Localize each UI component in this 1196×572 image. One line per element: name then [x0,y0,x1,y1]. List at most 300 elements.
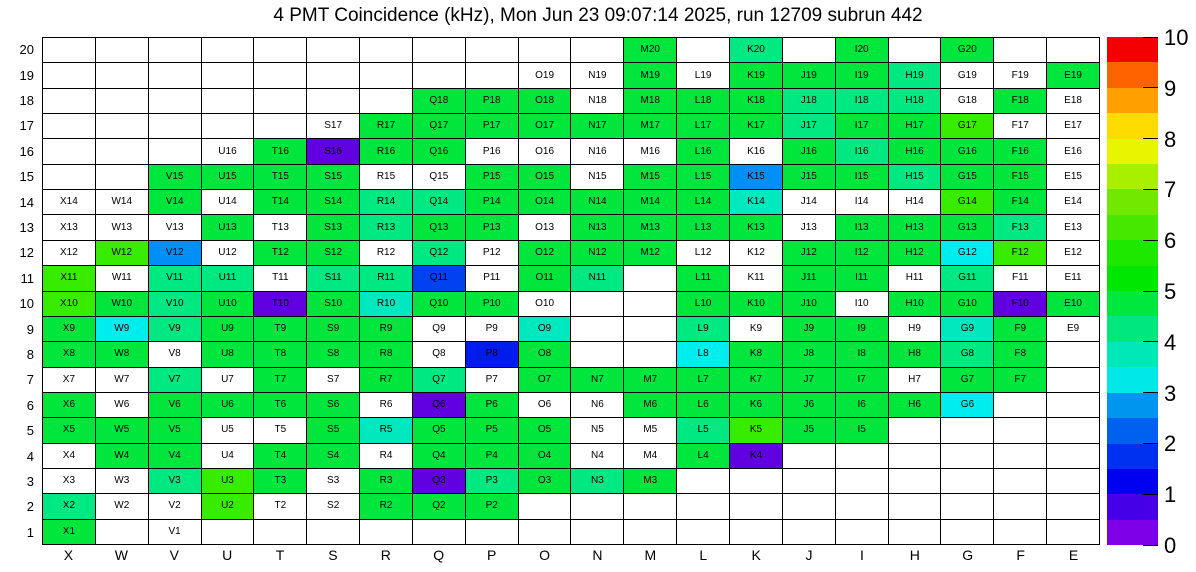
col-label: R [380,547,391,563]
grid-cell [149,139,202,164]
grid-cell [836,444,889,469]
grid-cell: J9 [783,317,836,342]
grid-cell: H15 [889,165,942,190]
grid-cell [360,38,413,63]
grid-cell: P4 [466,444,519,469]
colorbar-tick-label: 8 [1164,126,1177,152]
grid-cell: E18 [1047,89,1100,114]
grid-cell: X3 [43,469,96,494]
grid-cell: Q13 [413,215,466,240]
grid-cell: U5 [202,418,255,443]
grid-cell: W8 [96,342,149,367]
row-label: 1 [26,524,34,540]
grid-cell: N19 [571,63,624,88]
grid-cell: G18 [941,89,994,114]
col-label: O [539,547,550,563]
grid-cell: Q6 [413,393,466,418]
grid-cell: I15 [836,165,889,190]
grid-cell [571,38,624,63]
grid-cell [202,63,255,88]
y-axis-row-labels [0,37,34,545]
grid-cell: Q15 [413,165,466,190]
row-label: 17 [19,118,34,134]
grid-cell: S17 [307,114,360,139]
grid-cell [1047,38,1100,63]
pmt-heatmap-grid [42,37,1100,545]
grid-cell: U6 [202,393,255,418]
grid-cell: U15 [202,165,255,190]
grid-cell [43,114,96,139]
row-label: 10 [19,296,34,312]
grid-cell: G8 [941,342,994,367]
grid-cell: G11 [941,266,994,291]
grid-cell: K17 [730,114,783,139]
grid-cell: T15 [254,165,307,190]
grid-cell: S6 [307,393,360,418]
grid-cell: K20 [730,38,783,63]
grid-cell: Q14 [413,190,466,215]
grid-cell [96,38,149,63]
colorbar-tick [1143,392,1158,393]
grid-cell [149,38,202,63]
grid-cell: W5 [96,418,149,443]
grid-cell: S4 [307,444,360,469]
colorbar-tick-label: 0 [1164,533,1177,558]
grid-cell: I19 [836,63,889,88]
grid-cell [254,520,307,545]
grid-cell: Q2 [413,494,466,519]
grid-cell: S16 [307,139,360,164]
grid-cell: S8 [307,342,360,367]
grid-cell [307,38,360,63]
grid-cell: V8 [149,342,202,367]
grid-cell: G7 [941,368,994,393]
grid-cell: S12 [307,241,360,266]
grid-cell: T3 [254,469,307,494]
colorbar-band [1107,62,1158,87]
grid-cell [1047,393,1100,418]
grid-cell [254,38,307,63]
grid-cell [994,393,1047,418]
grid-cell: X11 [43,266,96,291]
row-label: 8 [26,346,34,362]
grid-cell: J13 [783,215,836,240]
grid-cell: R15 [360,165,413,190]
grid-cell: N13 [571,215,624,240]
grid-cell: V12 [149,241,202,266]
grid-cell: T8 [254,342,307,367]
grid-cell: H16 [889,139,942,164]
grid-cell: K12 [730,241,783,266]
colorbar-tick-label: 1 [1164,482,1177,508]
grid-cell [783,469,836,494]
grid-cell [1047,368,1100,393]
grid-cell: T7 [254,368,307,393]
grid-cell: H6 [889,393,942,418]
grid-cell: Q18 [413,89,466,114]
grid-cell: M16 [624,139,677,164]
grid-cell: H14 [889,190,942,215]
grid-cell [43,165,96,190]
grid-cell: O12 [519,241,572,266]
grid-cell: V1 [149,520,202,545]
grid-cell: H12 [889,241,942,266]
grid-cell: W3 [96,469,149,494]
col-label: G [962,547,974,563]
col-label: L [699,547,708,563]
row-label: 15 [19,169,34,185]
grid-cell: L12 [677,241,730,266]
grid-cell: E19 [1047,63,1100,88]
grid-cell: X8 [43,342,96,367]
grid-cell: E17 [1047,114,1100,139]
grid-cell: V14 [149,190,202,215]
grid-cell: P3 [466,469,519,494]
row-label: 13 [19,219,34,235]
row-label: 14 [19,194,34,210]
colorbar-band [1107,113,1158,138]
grid-cell: K18 [730,89,783,114]
grid-cell [519,38,572,63]
grid-cell: K10 [730,292,783,317]
grid-cell: K8 [730,342,783,367]
col-label: J [805,547,813,563]
grid-cell: F19 [994,63,1047,88]
grid-cell [783,494,836,519]
grid-cell [466,520,519,545]
colorbar-band [1107,393,1158,418]
grid-cell [1047,520,1100,545]
grid-cell: V3 [149,469,202,494]
grid-cell [677,469,730,494]
grid-cell: N14 [571,190,624,215]
col-label: X [63,547,74,563]
colorbar-band [1107,494,1158,519]
grid-cell: V7 [149,368,202,393]
grid-cell: M6 [624,393,677,418]
grid-cell: F14 [994,190,1047,215]
grid-cell: J14 [783,190,836,215]
row-label: 20 [19,42,34,58]
grid-cell: T5 [254,418,307,443]
grid-cell [519,520,572,545]
grid-cell: J8 [783,342,836,367]
grid-cell: X7 [43,368,96,393]
colorbar-tick [1143,341,1158,342]
grid-cell: J10 [783,292,836,317]
grid-cell [360,63,413,88]
grid-cell: G12 [941,241,994,266]
col-label: H [909,547,920,563]
colorbar-band [1107,266,1158,291]
grid-cell: O19 [519,63,572,88]
grid-cell: K16 [730,139,783,164]
grid-cell: V10 [149,292,202,317]
grid-cell: O18 [519,89,572,114]
grid-cell: X12 [43,241,96,266]
grid-cell: R7 [360,368,413,393]
grid-cell: X5 [43,418,96,443]
grid-cell: V2 [149,494,202,519]
colorbar-band [1107,164,1158,189]
x-axis-column-labels [42,547,1100,567]
grid-cell: T13 [254,215,307,240]
grid-cell: I9 [836,317,889,342]
grid-cell: J7 [783,368,836,393]
grid-cell [43,63,96,88]
page-title: 4 PMT Coincidence (kHz), Mon Jun 23 09:07:14 2025, run 12709 subrun 442 [273,5,923,26]
grid-cell: R3 [360,469,413,494]
grid-cell: F7 [994,368,1047,393]
colorbar-tick [1143,545,1158,546]
grid-cell [254,89,307,114]
grid-cell: W10 [96,292,149,317]
grid-cell [1047,342,1100,367]
grid-cell: R2 [360,494,413,519]
grid-cell [941,469,994,494]
colorbar-band [1107,88,1158,113]
grid-cell: I8 [836,342,889,367]
grid-cell: T11 [254,266,307,291]
row-label: 19 [19,67,34,83]
grid-cell [836,520,889,545]
grid-cell: I7 [836,368,889,393]
grid-cell: J19 [783,63,836,88]
grid-cell: M20 [624,38,677,63]
grid-cell: J17 [783,114,836,139]
colorbar-tick [1143,291,1158,292]
grid-cell [889,520,942,545]
grid-cell: L7 [677,368,730,393]
grid-cell: P12 [466,241,519,266]
grid-cell: T10 [254,292,307,317]
grid-cell: F9 [994,317,1047,342]
colorbar-band [1107,139,1158,164]
grid-cell: L17 [677,114,730,139]
grid-cell: H18 [889,89,942,114]
grid-cell: R12 [360,241,413,266]
colorbar-tick [1143,494,1158,495]
colorbar-band [1107,342,1158,367]
grid-cell [254,63,307,88]
grid-cell: R13 [360,215,413,240]
grid-cell: I17 [836,114,889,139]
grid-cell [96,520,149,545]
grid-cell [730,520,783,545]
colorbar-band [1107,37,1158,62]
col-label: E [1068,547,1079,563]
grid-cell: K7 [730,368,783,393]
grid-cell: F10 [994,292,1047,317]
grid-cell: T4 [254,444,307,469]
grid-cell: F8 [994,342,1047,367]
grid-cell: V6 [149,393,202,418]
grid-cell: R14 [360,190,413,215]
row-label: 4 [26,448,34,464]
grid-cell: O13 [519,215,572,240]
grid-cell: E13 [1047,215,1100,240]
grid-cell: O3 [519,469,572,494]
grid-cell: M12 [624,241,677,266]
grid-cell: E12 [1047,241,1100,266]
grid-cell: W6 [96,393,149,418]
grid-cell: Q5 [413,418,466,443]
grid-cell [941,494,994,519]
grid-cell [730,469,783,494]
grid-cell: X4 [43,444,96,469]
grid-cell: K4 [730,444,783,469]
grid-cell: K11 [730,266,783,291]
grid-cell: E15 [1047,165,1100,190]
grid-cell: T16 [254,139,307,164]
grid-cell: V13 [149,215,202,240]
grid-cell: H10 [889,292,942,317]
grid-cell: G6 [941,393,994,418]
grid-cell: N11 [571,266,624,291]
grid-cell [360,520,413,545]
grid-cell: P15 [466,165,519,190]
row-label: 6 [26,397,34,413]
grid-cell: P14 [466,190,519,215]
grid-cell: O6 [519,393,572,418]
row-label: 7 [26,372,34,388]
grid-cell [783,38,836,63]
grid-cell [677,520,730,545]
grid-cell: S15 [307,165,360,190]
grid-cell: N18 [571,89,624,114]
grid-cell [307,63,360,88]
grid-cell: P8 [466,342,519,367]
grid-cell: I6 [836,393,889,418]
grid-cell [307,520,360,545]
grid-cell [96,89,149,114]
grid-cell: G17 [941,114,994,139]
grid-cell [889,418,942,443]
grid-cell [1047,444,1100,469]
grid-cell: G20 [941,38,994,63]
grid-cell: G14 [941,190,994,215]
row-label: 2 [26,499,34,515]
grid-cell: N17 [571,114,624,139]
grid-cell [624,317,677,342]
grid-cell: L8 [677,342,730,367]
grid-cell [994,469,1047,494]
grid-cell: J5 [783,418,836,443]
col-label: U [222,547,233,563]
grid-cell: G19 [941,63,994,88]
grid-cell: G16 [941,139,994,164]
grid-cell: O16 [519,139,572,164]
grid-cell: J12 [783,241,836,266]
grid-cell: U10 [202,292,255,317]
grid-cell: H19 [889,63,942,88]
grid-cell: U4 [202,444,255,469]
grid-cell: N4 [571,444,624,469]
grid-cell: V5 [149,418,202,443]
grid-cell: J16 [783,139,836,164]
grid-cell: N16 [571,139,624,164]
grid-cell [43,38,96,63]
grid-cell [783,444,836,469]
grid-cell [96,165,149,190]
grid-cell [624,342,677,367]
colorbar-band [1107,367,1158,392]
grid-cell: K9 [730,317,783,342]
row-label: 5 [26,423,34,439]
colorbar-tick [1143,240,1158,241]
grid-cell: L19 [677,63,730,88]
grid-cell: M5 [624,418,677,443]
grid-cell: W9 [96,317,149,342]
colorbar-tick [1143,37,1158,38]
grid-cell [149,63,202,88]
grid-cell: P17 [466,114,519,139]
grid-cell: T9 [254,317,307,342]
grid-cell: H8 [889,342,942,367]
grid-cell [202,38,255,63]
grid-cell [624,494,677,519]
grid-cell [1047,494,1100,519]
grid-cell: X14 [43,190,96,215]
grid-cell: K14 [730,190,783,215]
col-label: W [114,547,128,563]
grid-cell: J18 [783,89,836,114]
grid-cell [889,38,942,63]
col-label: S [328,547,338,563]
grid-cell: R11 [360,266,413,291]
grid-cell [677,38,730,63]
col-label: I [860,547,864,563]
grid-cell: L9 [677,317,730,342]
row-label: 12 [19,245,34,261]
grid-cell: O7 [519,368,572,393]
grid-cell: X6 [43,393,96,418]
grid-cell: P16 [466,139,519,164]
grid-cell: Q9 [413,317,466,342]
colorbar-tick-label: 5 [1164,279,1177,304]
grid-cell: L14 [677,190,730,215]
grid-cell: Q8 [413,342,466,367]
grid-cell [836,469,889,494]
colorbar-tick-label: 10 [1164,25,1189,50]
grid-cell: N15 [571,165,624,190]
grid-cell: E16 [1047,139,1100,164]
grid-cell: U2 [202,494,255,519]
grid-cell: K5 [730,418,783,443]
colorbar-tick-label: 3 [1164,380,1177,406]
row-label: 3 [26,473,34,489]
grid-cell: N7 [571,368,624,393]
col-label: K [751,547,761,563]
grid-cell [43,139,96,164]
grid-cell: G13 [941,215,994,240]
grid-cell: T12 [254,241,307,266]
grid-cell: S3 [307,469,360,494]
colorbar-tick [1143,138,1158,139]
grid-cell: U12 [202,241,255,266]
colorbar-band [1107,240,1158,265]
grid-cell [941,520,994,545]
grid-cell: U7 [202,368,255,393]
grid-cell [413,63,466,88]
grid-cell: R6 [360,393,413,418]
grid-cell: L13 [677,215,730,240]
colorbar-tick-label: 2 [1164,431,1177,457]
grid-cell: G15 [941,165,994,190]
row-label: 18 [19,92,34,108]
grid-cell [254,114,307,139]
grid-cell: Q3 [413,469,466,494]
